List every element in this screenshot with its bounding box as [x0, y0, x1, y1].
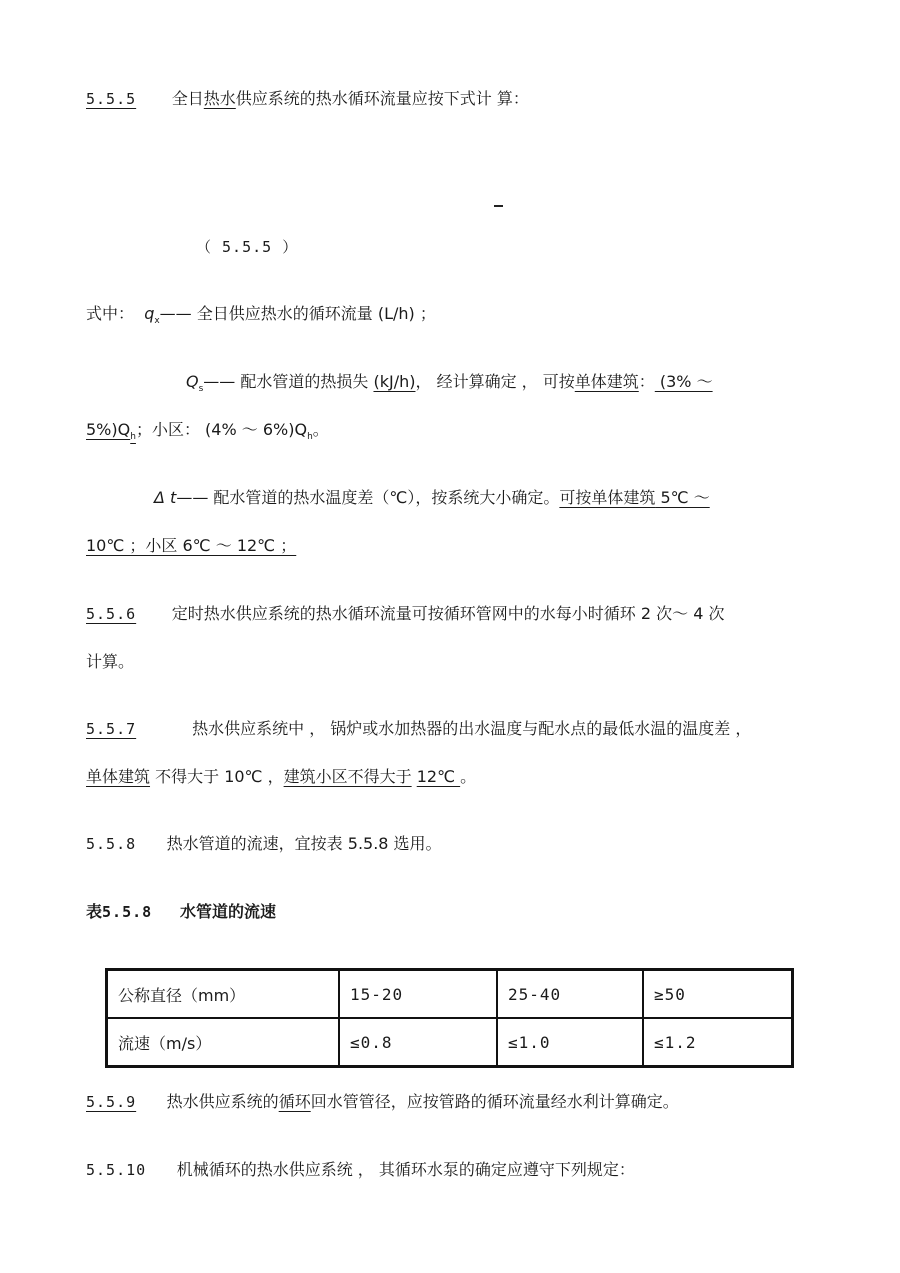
table-cell: ≤0.8 — [339, 1018, 497, 1067]
text-underlined: 10℃ ；小区 6℃ ～ 12℃ ； — [86, 536, 297, 555]
table-number: 5.5.8 — [102, 903, 153, 921]
table-title-prefix: 表 — [86, 902, 103, 921]
clause-text: 热水供应系统的 — [166, 1092, 279, 1111]
clause-text: 热水供应系统中 ， 锅炉或水加热器的出水温度与配水点的最低水温的温度差 ， — [192, 719, 752, 738]
clause-number: 5.5.10 — [86, 1161, 147, 1179]
variable-description: ；小区： — [135, 420, 200, 439]
clause-5-5-9 — [86, 1092, 679, 1112]
text-underlined: 5%)Q — [86, 420, 131, 439]
table-title — [86, 902, 276, 922]
flow-velocity-table — [105, 968, 794, 1068]
clause-text: 机械循环的热水供应系统 ， 其循环水泵的确定应遵守下列规定： — [176, 1160, 635, 1179]
clause-text: 定时热水供应系统的热水循环流量可按循环管网中的水每小时循环 2 次～ 4 次 — [171, 604, 725, 623]
clause-5-5-6-cont: 计算。 — [86, 652, 135, 671]
text-underlined: 单体建筑 — [86, 767, 151, 786]
table-cell: ≤1.2 — [643, 1018, 793, 1067]
text-underlined: 循环 — [278, 1092, 311, 1111]
text-underlined: 单体建筑 — [574, 372, 639, 391]
table-cell: ≥50 — [643, 970, 793, 1019]
clause-5-5-7 — [86, 719, 751, 739]
variable-description: —— 全日供应热水的循环流量 (L/h) ； — [159, 304, 436, 323]
variable-description: 。 — [312, 420, 329, 439]
text-underlined: (3% ～ — [654, 372, 713, 391]
variable-qs-cont — [86, 420, 329, 447]
clause-text: 供应系统的热水循环流量应按下式计 算： — [235, 89, 529, 108]
text-underlined: 建筑小区不得大于 — [283, 767, 412, 786]
table-cell: 公称直径（mm） — [107, 970, 340, 1019]
table-cell: ≤1.0 — [497, 1018, 643, 1067]
clause-number: 5.5.7 — [86, 720, 137, 738]
clause-5-5-10 — [86, 1160, 635, 1180]
clause-number: 5.5.8 — [86, 835, 137, 853]
table-row — [107, 1018, 793, 1067]
clause-number: 5.5.5 — [86, 90, 137, 108]
clause-text: 不得大于 10℃ ， — [150, 767, 284, 786]
table-cell: 15-20 — [339, 970, 497, 1019]
clause-text: 全日 — [171, 89, 204, 108]
variable-description: (4% ～ 6%)Q — [199, 420, 308, 439]
clause-5-5-6 — [86, 604, 724, 624]
symbol-subscript: s — [198, 384, 204, 394]
clause-text: 热水管道的流速，宜按表 5.5.8 选用。 — [166, 834, 442, 853]
variable-dt-cont — [86, 536, 296, 556]
variable-description: —— 配水管道的热损失 — [203, 372, 374, 391]
table-row — [107, 970, 793, 1019]
symbol-subscript: h — [307, 432, 313, 442]
text-underlined: 12℃ — [416, 767, 461, 786]
clause-text: 回水管管径，应按管路的循环流量经水利计算确定。 — [310, 1092, 679, 1111]
clause-5-5-5 — [86, 89, 529, 109]
clause-number: 5.5.6 — [86, 605, 137, 623]
equation-placeholder-mark — [494, 205, 503, 207]
variable-description: ， 经计算确定 ， 可按 — [415, 372, 575, 391]
where-label: 式中： — [86, 304, 135, 323]
variable-description: ： — [638, 372, 655, 391]
text-underlined: 可按单体建筑 — [559, 488, 656, 507]
symbol: Q — [186, 372, 199, 391]
variable-dt — [154, 488, 710, 508]
clause-5-5-7-cont — [86, 767, 476, 787]
variable-description: —— 配水管道的热水温度差（℃），按系统大小确定。 — [176, 488, 560, 507]
clause-text: 。 — [460, 767, 477, 786]
unit-underlined: (kJ/h) — [373, 372, 416, 391]
table-cell: 25-40 — [497, 970, 643, 1019]
table-title-text: 水管道的流速 — [180, 902, 277, 921]
symbol-subscript: x — [154, 316, 160, 326]
symbol-subscript: h — [130, 432, 136, 442]
clause-5-5-8 — [86, 834, 442, 854]
variable-qx — [86, 304, 436, 331]
symbol: q — [144, 304, 155, 323]
text-underlined: 5℃ ～ — [655, 488, 710, 507]
variable-qs — [186, 372, 713, 399]
equation-label: （ 5.5.5 ） — [196, 238, 299, 256]
clause-text-underlined: 热水 — [203, 89, 236, 108]
clause-number: 5.5.9 — [86, 1093, 137, 1111]
table-cell: 流速（m/s） — [107, 1018, 340, 1067]
symbol: Δ t — [154, 488, 177, 507]
